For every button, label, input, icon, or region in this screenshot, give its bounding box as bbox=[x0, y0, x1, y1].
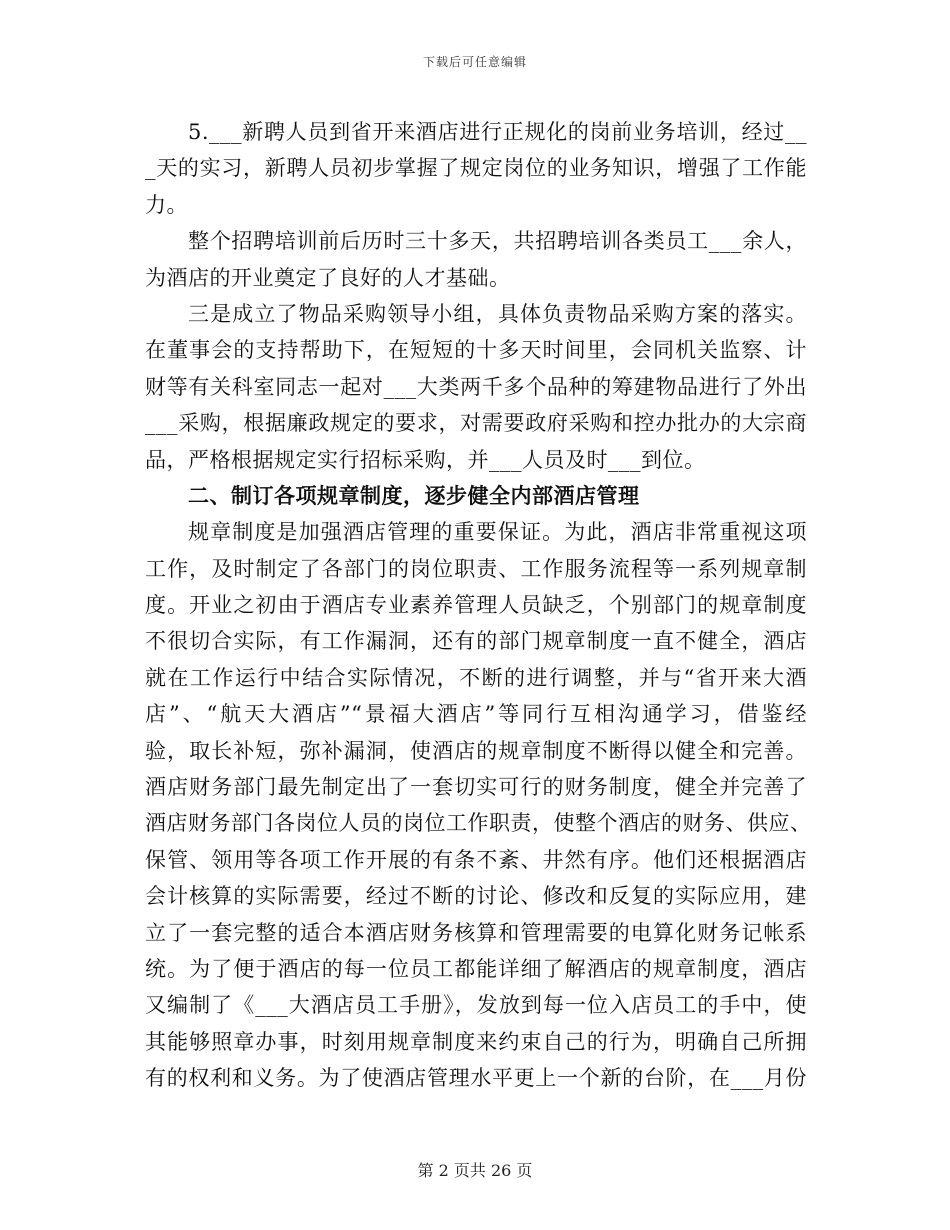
text-line: 又编制了《___大酒店员工手册》，发放到每一位入店员工的手中，使 bbox=[145, 993, 807, 1018]
text-line: 保管、领用等各项工作开展的有条不紊、井然有序。他们还根据酒店 bbox=[145, 847, 807, 872]
text-line: 立了一套完整的适合本酒店财务核算和管理需要的电算化财务记帐系 bbox=[145, 920, 807, 945]
text-line: 规章制度是加强酒店管理的重要保证。为此，酒店非常重视这项 bbox=[188, 520, 807, 545]
text-line: 验，取长补短，弥补漏洞，使酒店的规章制度不断得以健全和完善。 bbox=[145, 738, 807, 763]
text-line: 其能够照章办事，时刻用规章制度来约束自己的行为，明确自己所拥 bbox=[145, 1029, 807, 1054]
text-line: 酒店财务部门各岗位人员的岗位工作职责，使整个酒店的财务、供应、 bbox=[145, 811, 812, 836]
text-line: 不很切合实际，有工作漏洞，还有的部门规章制度一直不健全，酒店 bbox=[145, 629, 807, 654]
text-line: ___采购，根据廉政规定的要求，对需要政府采购和控办批办的大宗商 bbox=[145, 411, 807, 436]
text-line: 统。为了便于酒店的每一位员工都能详细了解酒店的规章制度，酒店 bbox=[145, 956, 807, 981]
page-header: 下载后可任意编辑 bbox=[422, 55, 527, 69]
text-line: 会计核算的实际需要，经过不断的讨论、修改和反复的实际应用，建 bbox=[145, 884, 807, 909]
text-line: 有的权利和义务。为了使酒店管理水平更上一个新的台阶，在___月份 bbox=[145, 1066, 807, 1091]
text-line: 就在工作运行中结合实际情况，不断的进行调整，并与“省开来大酒 bbox=[145, 665, 807, 690]
section-heading: 二、制订各项规章制度，逐步健全内部酒店管理 bbox=[188, 483, 640, 508]
text-line: 力。 bbox=[145, 192, 188, 217]
document-body bbox=[145, 114, 812, 1097]
text-line: 5.___新聘人员到省开来酒店进行正规化的岗前业务培训，经过__ bbox=[188, 120, 807, 144]
text-line: 在董事会的支持帮助下，在短短的十多天时间里，会同机关监察、计 bbox=[145, 338, 807, 363]
page-footer: 第 2 页共 26 页 bbox=[417, 1161, 533, 1180]
text-line: 品，严格根据规定实行招标采购，并___人员及时___到位。 bbox=[145, 447, 706, 472]
text-line: 酒店财务部门最先制定出了一套切实可行的财务制度，健全并完善了 bbox=[145, 775, 807, 800]
text-line: 为酒店的开业奠定了良好的人才基础。 bbox=[145, 265, 511, 290]
text-line: 三是成立了物品采购领导小组，具体负责物品采购方案的落实。 bbox=[188, 301, 807, 326]
text-line: 财等有关科室同志一起对___大类两千多个品种的筹建物品进行了外出 bbox=[145, 374, 807, 399]
text-line: 度。开业之初由于酒店专业素养管理人员缺乏，个别部门的规章制度 bbox=[145, 593, 807, 618]
text-line: 工作，及时制定了各部门的岗位职责、工作服务流程等一系列规章制 bbox=[145, 556, 807, 581]
text-line: 店”、“航天大酒店”“景福大酒店”等同行互相沟通学习，借鉴经 bbox=[145, 702, 807, 727]
text-line: 整个招聘培训前后历时三十多天，共招聘培训各类员工___余人， bbox=[188, 229, 807, 254]
text-line: _天的实习，新聘人员初步掌握了规定岗位的业务知识，增强了工作能 bbox=[145, 156, 807, 181]
